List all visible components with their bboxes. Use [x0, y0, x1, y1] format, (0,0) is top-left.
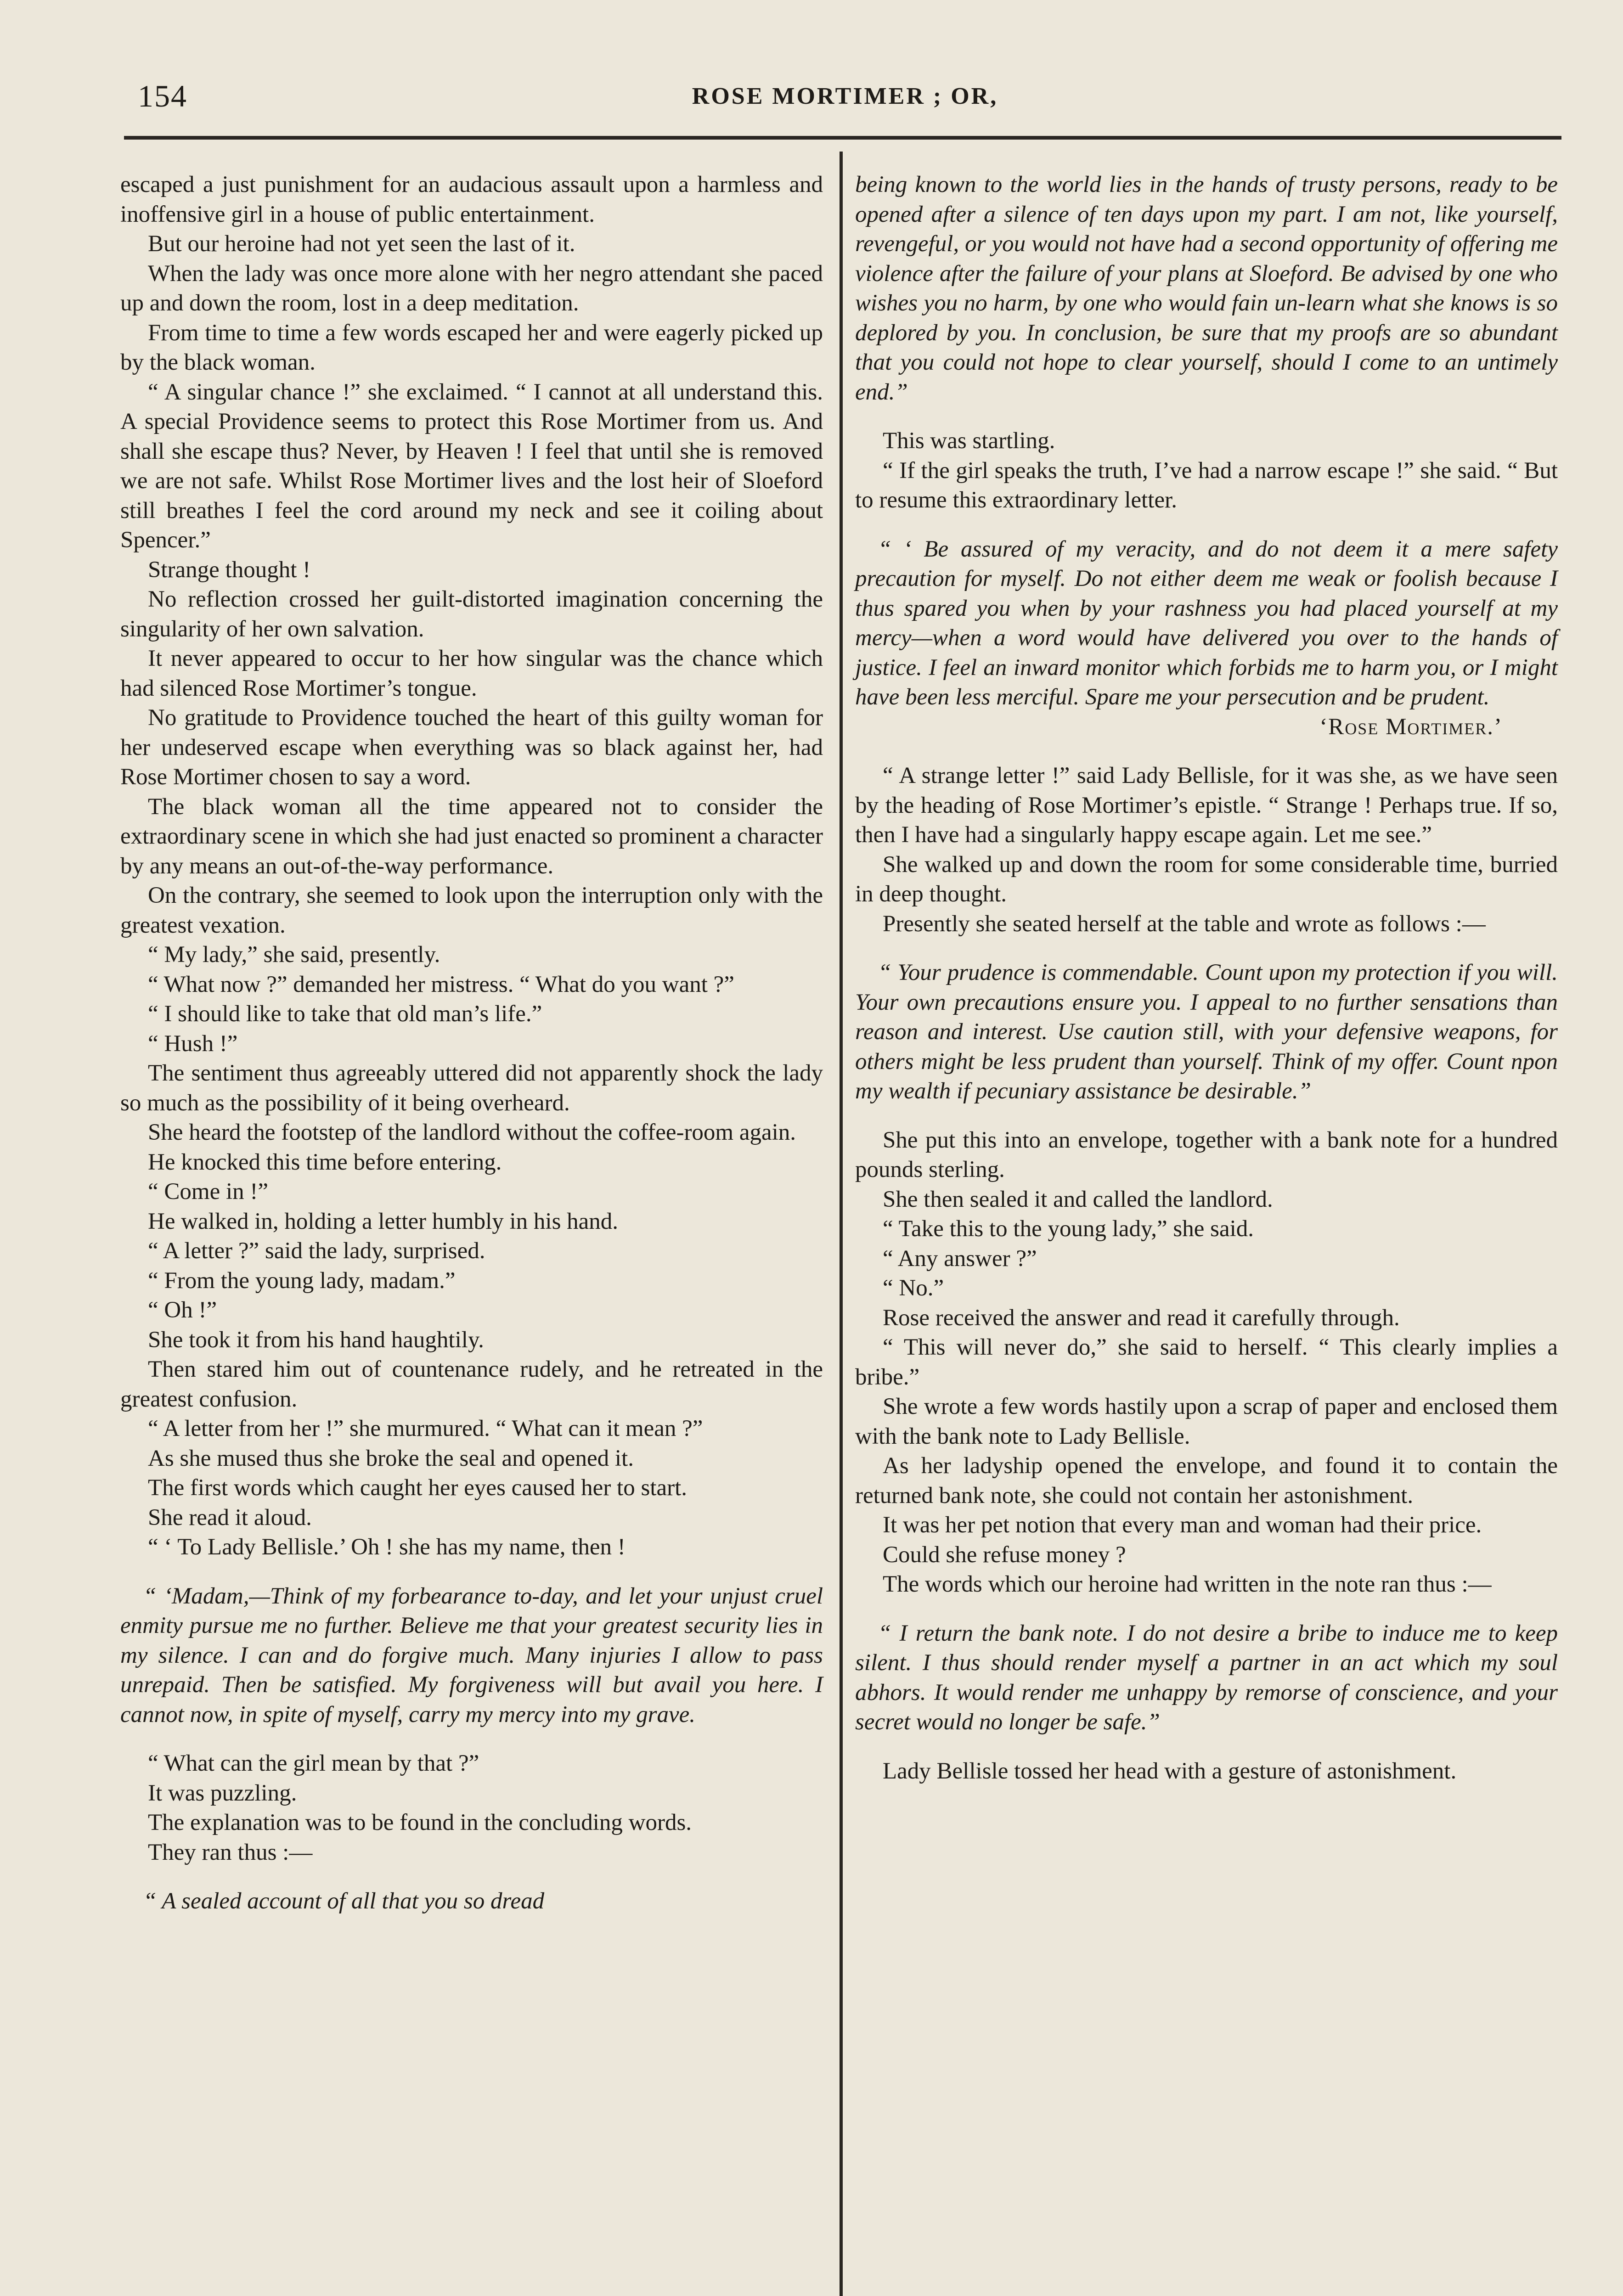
- letter-excerpt: “ ‘ Be assured of my veracity, and do not deem it a mere safety precaution for myself. Do not either deem me weak or foolish because I thus spared you when by your rashness you had placed yourself at my mercy—when a word would have delivered you over to the hands of justice. I feel an inward monitor which forbids me to harm you, or I might have been less merciful. Spare me your persecution and be prudent.: [855, 536, 1558, 710]
- paragraph: No gratitude to Providence touched the heart of this guilty woman for her undeserved escape when everything was so black against her, had Rose Mortimer chosen to say a word.: [120, 705, 823, 790]
- paragraph: It never appeared to occur to her how singular was the chance which had silenced Rose Mortimer’s tongue.: [120, 646, 823, 701]
- paragraph: No reflection crossed her guilt-distorted imagination concerning the singularity of her own salvation.: [120, 586, 823, 642]
- paragraph: “ From the young lady, madam.”: [148, 1267, 456, 1294]
- paragraph: This was startling.: [883, 428, 1055, 454]
- header-rule: [124, 136, 1561, 140]
- paragraph: It was her pet notion that every man and woman had their price.: [883, 1512, 1482, 1538]
- paragraph: “ If the girl speaks the truth, I’ve had a narrow escape !” she said. “ But to resume this extraordinary letter.: [855, 457, 1558, 513]
- paragraph: She then sealed it and called the landlord.: [883, 1186, 1273, 1212]
- paragraph: “ A letter ?” said the lady, surprised.: [148, 1238, 485, 1264]
- paragraph: The words which our heroine had written in the note ran thus :—: [883, 1571, 1492, 1597]
- paragraph: Then stared him out of countenance rudely, and he retreated in the greatest confusion.: [120, 1356, 823, 1412]
- paragraph: She put this into an envelope, together with a bank note for a hundred pounds sterling.: [855, 1127, 1558, 1182]
- paragraph: She read it aloud.: [148, 1504, 312, 1531]
- paragraph: When the lady was once more alone with her negro attendant she paced up and down the room, lost in a deep meditation.: [120, 260, 823, 316]
- paragraph: “ A singular chance !” she exclaimed. “ I cannot at all understand this. A special Providence seems to protect this Rose Mortimer from us. And shall she escape thus? Never, by Heaven ! I feel that until she is removed we are not safe. Whilst Rose Mortimer lives and the lost heir of Sloeford still breathes I feel the cord around my neck and see it coiling about Spencer.”: [120, 379, 823, 553]
- left-column: [120, 170, 823, 1916]
- paragraph: “ Take this to the young lady,” she said.: [883, 1216, 1254, 1242]
- paragraph: She took it from his hand haughtily.: [148, 1327, 484, 1353]
- paragraph: “ This will never do,” she said to herself. “ This clearly implies a bribe.”: [855, 1334, 1558, 1390]
- paragraph: On the contrary, she seemed to look upon the interruption only with the greatest vexation.: [120, 883, 823, 938]
- paragraph: “ Any answer ?”: [883, 1245, 1037, 1272]
- letter-excerpt: “ ‘Madam,—Think of my forbearance to-day, and let your unjust cruel enmity pursue me no further. Believe me that your greatest security lies in my silence. I can and do forgive much. Many injuries I allow to pass unrepaid. Then be satisfied. My forgiveness will but avail you here. I cannot now, in spite of myself, carry my mercy into my grave.: [120, 1583, 823, 1728]
- paragraph: From time to time a few words escaped her and were eagerly picked up by the black woman.: [120, 320, 823, 375]
- letter-excerpt: “ I return the bank note. I do not desire a bribe to induce me to keep silent. I thus should render myself a partner in an act which my soul abhors. It would render me unhappy by remorse of conscience, and your secret would no longer be safe.”: [855, 1620, 1558, 1735]
- paragraph: “ Hush !”: [148, 1030, 238, 1057]
- letter-signature: ‘Rose Mortimer.’: [1319, 714, 1503, 740]
- paragraph: The black woman all the time appeared not to consider the extraordinary scene in which she had just enacted so prominent a character by any means an out-of-the-way performance.: [120, 793, 823, 879]
- paragraph: “ A strange letter !” said Lady Bellisle, for it was she, as we have seen by the heading of Rose Mortimer’s epistle. “ Strange ! Perhaps true. If so, then I have had a singularly happy escape again. Let me see.”: [855, 763, 1558, 848]
- paragraph: “ I should like to take that old man’s life.”: [148, 1001, 542, 1027]
- letter-excerpt: being known to the world lies in the hands of trusty persons, ready to be opened after a silence of ten days upon my part. I am not, like yourself, revengeful, or you would not have had a second opportunity of offering me violence after the failure of your plans at Sloeford. Be advised by one who wishes you no harm, by one who would fain un-learn what she knows is so deplored by you. In conclusion, be sure that my proofs are so abundant that you could not hope to clear yourself, should I come to an untimely end.”: [855, 172, 1558, 405]
- running-title: ROSE MORTIMER ; OR,: [692, 83, 998, 109]
- paragraph: Could she refuse money ?: [883, 1542, 1126, 1568]
- paragraph: The explanation was to be found in the concluding words.: [148, 1810, 692, 1835]
- paragraph: “ My lady,” she said, presently.: [148, 942, 440, 968]
- page-number: 154: [138, 79, 187, 113]
- paragraph: As her ladyship opened the envelope, and found it to contain the returned bank note, she could not contain her astonishment.: [855, 1453, 1558, 1508]
- page-header: [133, 73, 1557, 124]
- paragraph: It was puzzling.: [148, 1780, 297, 1806]
- paragraph: He knocked this time before entering.: [148, 1149, 502, 1175]
- letter-excerpt: “ Your prudence is commendable. Count upon my protection if you will. Your own precautions ensure you. I appeal to no further sensations than reason and interest. Use caution still, with your defensive weapons, for others might be less prudent than yourself. Think of my offer. Count npon my wealth if pecuniary assistance be desirable.”: [855, 960, 1558, 1104]
- column-divider: [840, 152, 843, 2296]
- paragraph: escaped a just punishment for an audacious assault upon a harmless and inoffensive girl in a house of public entertainment.: [120, 172, 823, 227]
- paragraph: “ What can the girl mean by that ?”: [148, 1750, 479, 1776]
- paragraph: But our heroine had not yet seen the last of it.: [148, 231, 575, 257]
- paragraph: She wrote a few words hastily upon a scrap of paper and enclosed them with the bank note to Lady Bellisle.: [855, 1394, 1558, 1449]
- paragraph: “ Come in !”: [148, 1179, 268, 1204]
- paragraph: He walked in, holding a letter humbly in his hand.: [148, 1208, 619, 1234]
- right-column: [855, 170, 1558, 1786]
- paragraph: Presently she seated herself at the table and wrote as follows :—: [883, 911, 1486, 937]
- paragraph: The sentiment thus agreeably uttered did not apparently shock the lady so much as the possibility of it being overheard.: [120, 1060, 823, 1116]
- paragraph: They ran thus :—: [148, 1839, 313, 1865]
- letter-excerpt: “ A sealed account of all that you so dread: [143, 1888, 545, 1914]
- paragraph: Strange thought !: [148, 557, 311, 583]
- paragraph: “ No.”: [883, 1275, 944, 1301]
- paragraph: “ Oh !”: [148, 1297, 217, 1323]
- paragraph: “ What now ?” demanded her mistress. “ What do you want ?”: [148, 971, 734, 997]
- paragraph: She walked up and down the room for some considerable time, burried in deep thought.: [855, 851, 1558, 907]
- paragraph: “ A letter from her !” she murmured. “ What can it mean ?”: [148, 1416, 703, 1441]
- paragraph: As she mused thus she broke the seal and opened it.: [148, 1445, 634, 1471]
- paragraph: “ ‘ To Lady Bellisle.’ Oh ! she has my name, then !: [148, 1534, 626, 1560]
- paragraph: The first words which caught her eyes caused her to start.: [148, 1475, 688, 1501]
- paragraph: She heard the footstep of the landlord without the coffee-room again.: [148, 1120, 796, 1145]
- paragraph: Rose received the answer and read it carefully through.: [883, 1305, 1400, 1331]
- paragraph: Lady Bellisle tossed her head with a gesture of astonishment.: [883, 1758, 1457, 1784]
